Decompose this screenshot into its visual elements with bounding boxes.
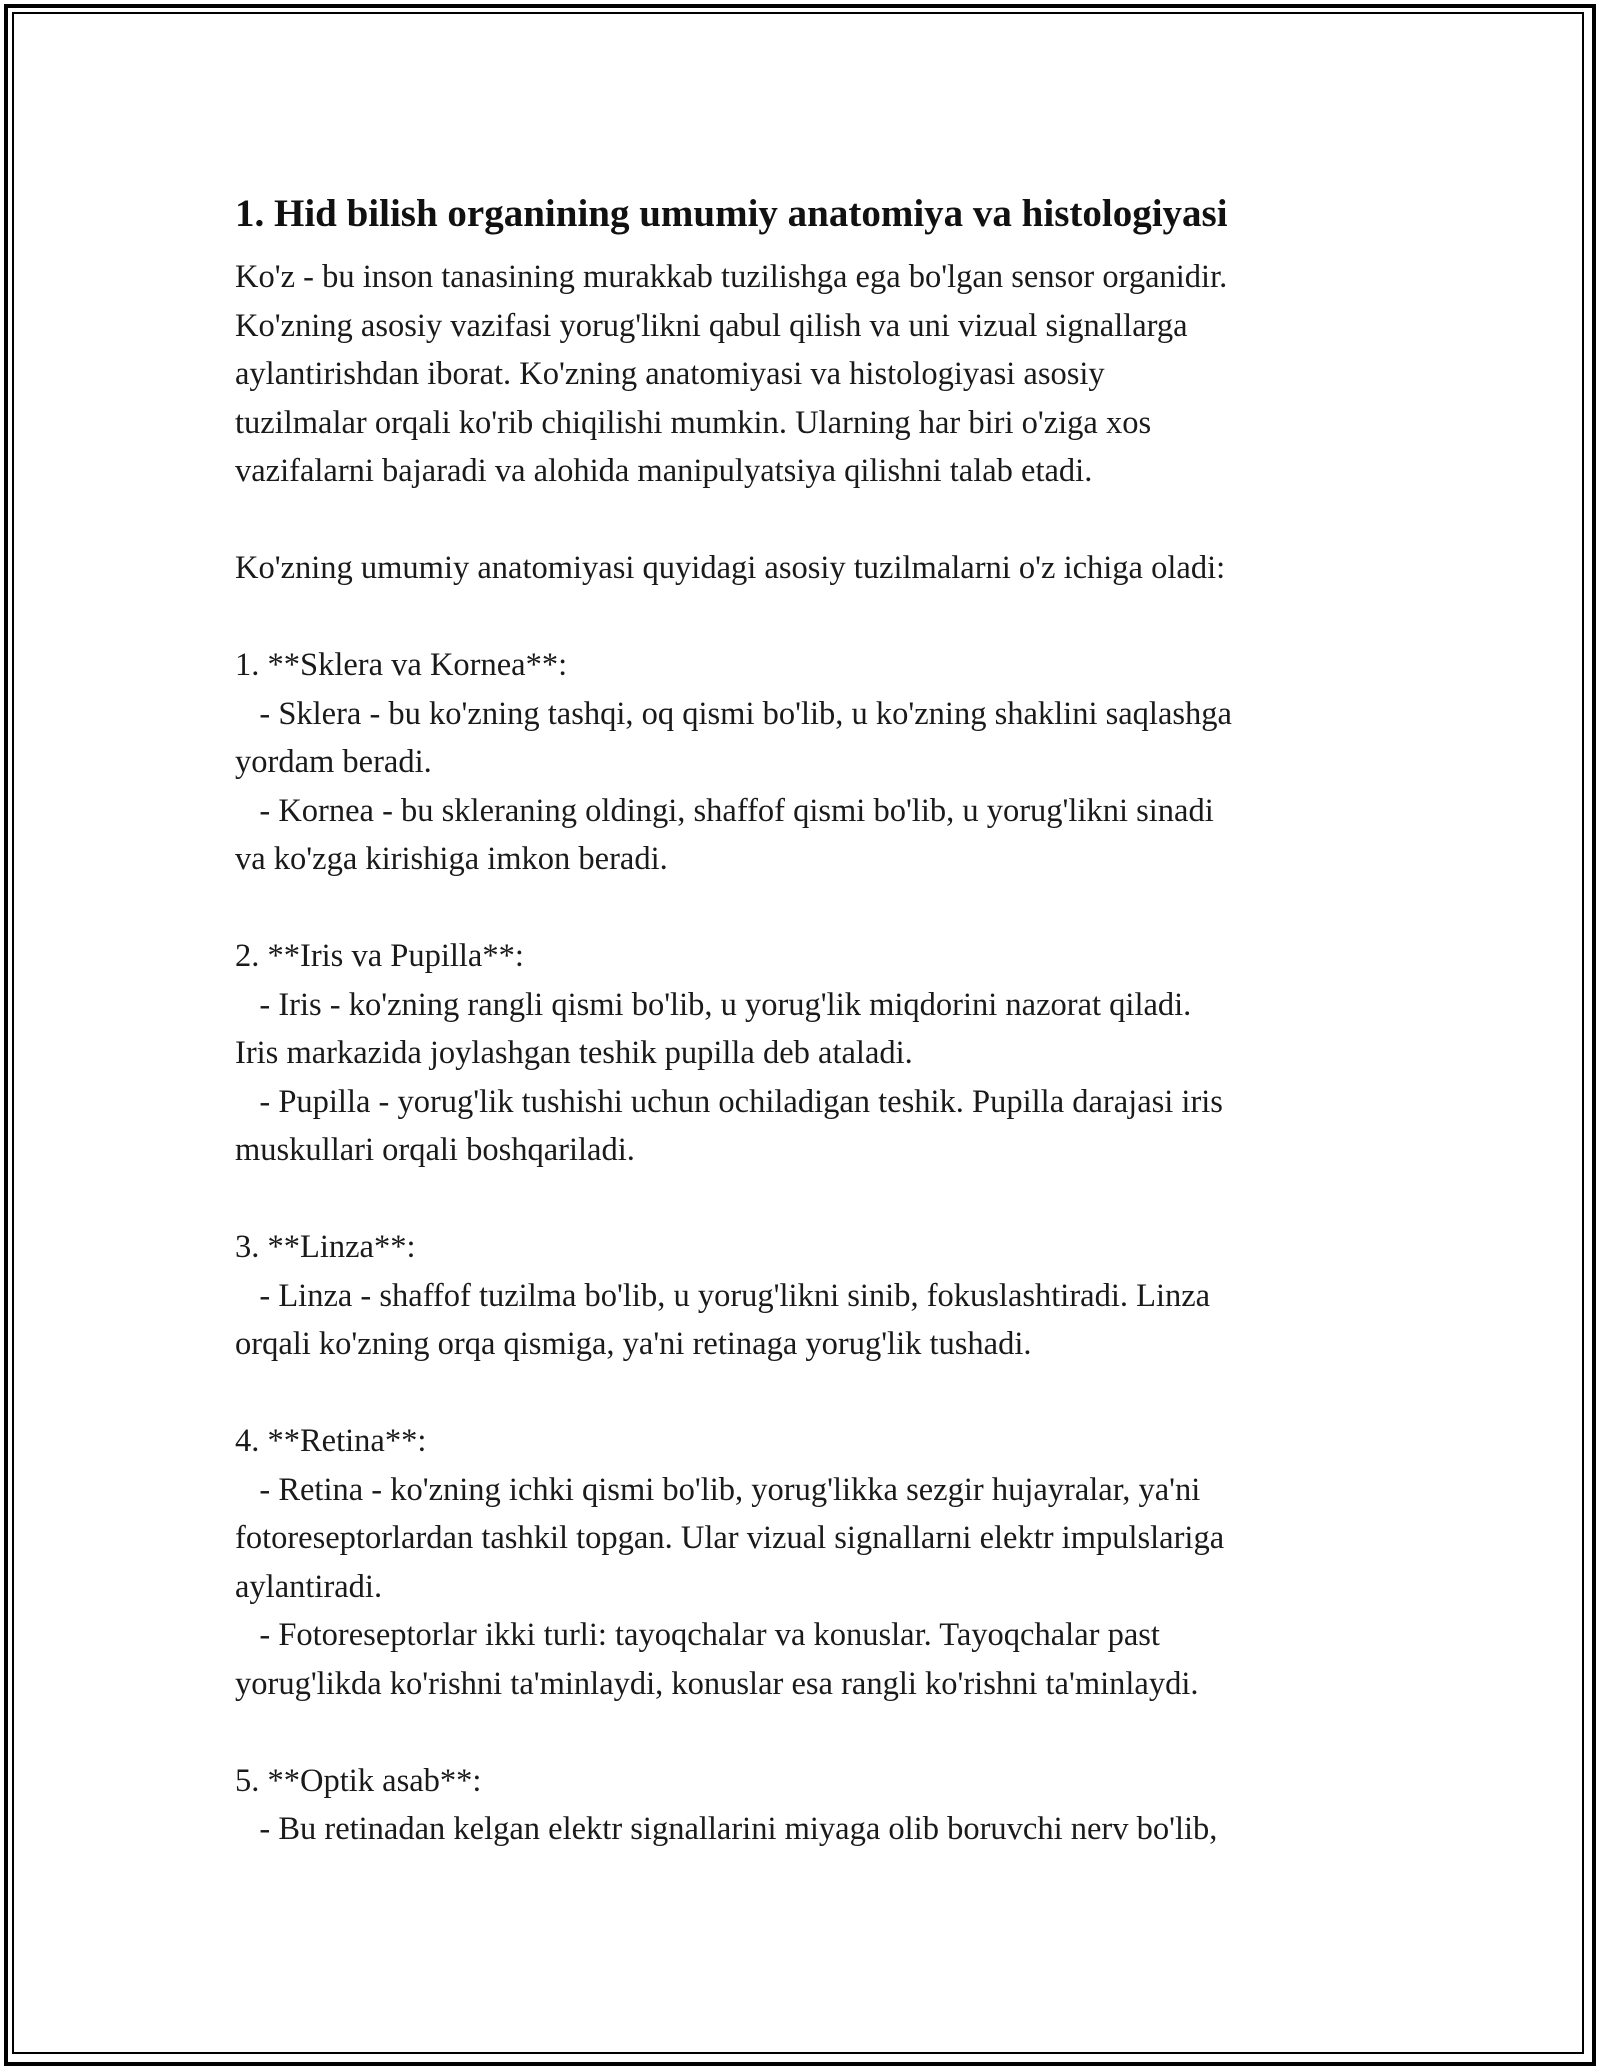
document-title: 1. Hid bilish organining umumiy anatomiya va histologiyasi [235,192,1228,235]
text-line: aylantiradi. [235,1568,383,1605]
text-line: orqali ko'zning orqa qismiga, ya'ni retinaga yorug'lik tushadi. [235,1326,1032,1362]
text-line: - Fotoreseptorlar ikki turli: tayoqchalar va konuslar. Tayoqchalar past [235,1617,1160,1653]
text-line: 2. **Iris va Pupilla**: [235,938,524,974]
text-line: fotoreseptorlardan tashkil topgan. Ular vizual signallarni elektr impulslariga [235,1520,1225,1556]
text-line: - Iris - ko'zning rangli qismi bo'lib, u yorug'lik miqdorini nazorat qiladi. [235,986,1192,1023]
text-line: 5. **Optik asab**: [235,1762,482,1799]
text-line: - Sklera - bu ko'zning tashqi, oq qismi bo'lib, u ko'zning shaklini saqlashga [235,695,1232,732]
text-line: Iris markazida joylashgan teshik pupilla deb ataladi. [235,1035,913,1071]
text-line: yordam beradi. [235,744,432,780]
text-line: - Pupilla - yorug'lik tushishi uchun ochiladigan teshik. Pupilla darajasi iris [235,1083,1223,1120]
text-line: va ko'zga kirishiga imkon beradi. [235,841,668,877]
text-line: Ko'zning umumiy anatomiyasi quyidagi asosiy tuzilmalarni o'z ichiga oladi: [235,550,1226,586]
text-line: tuzilmalar orqali ko'rib chiqilishi mumkin. Ularning har biri o'ziga xos [235,404,1152,441]
blank-line [235,1369,1385,1418]
text-line: - Bu retinadan kelgan elektr signallarini miyaga olib boruvchi nerv bo'lib, [235,1811,1218,1847]
blank-line [235,1708,1385,1757]
blank-line [235,1175,1385,1224]
text-line: Ko'z - bu inson tanasining murakkab tuzilishga ega bo'lgan sensor organidir. [235,259,1228,295]
text-line: aylantirishdan iborat. Ko'zning anatomiyasi va histologiyasi asosiy [235,356,1105,392]
text-line: yorug'likda ko'rishni ta'minlaydi, konuslar esa rangli ko'rishni ta'minlaydi. [235,1665,1199,1702]
blank-line [235,593,1385,642]
document-body [235,183,1385,1854]
text-line: 1. **Sklera va Kornea**: [235,647,568,683]
blank-line [235,884,1385,933]
text-line: 3. **Linza**: [235,1229,416,1265]
text-line: 4. **Retina**: [235,1423,427,1459]
text-line: - Kornea - bu skleraning oldingi, shaffof qismi bo'lib, u yorug'likni sinadi [235,792,1214,829]
text-line: Ko'zning asosiy vazifasi yorug'likni qabul qilish va uni vizual signallarga [235,307,1188,344]
text-line: - Linza - shaffof tuzilma bo'lib, u yorug'likni sinib, fokuslashtiradi. Linza [235,1277,1211,1314]
blank-line [235,496,1385,545]
text-line: - Retina - ko'zning ichki qismi bo'lib, yorug'likka sezgir hujayralar, ya'ni [235,1471,1201,1508]
text-line: vazifalarni bajaradi va alohida manipulyatsiya qilishni talab etadi. [235,453,1093,489]
document-text [235,253,1385,1854]
text-line: muskullari orqali boshqariladi. [235,1132,635,1168]
